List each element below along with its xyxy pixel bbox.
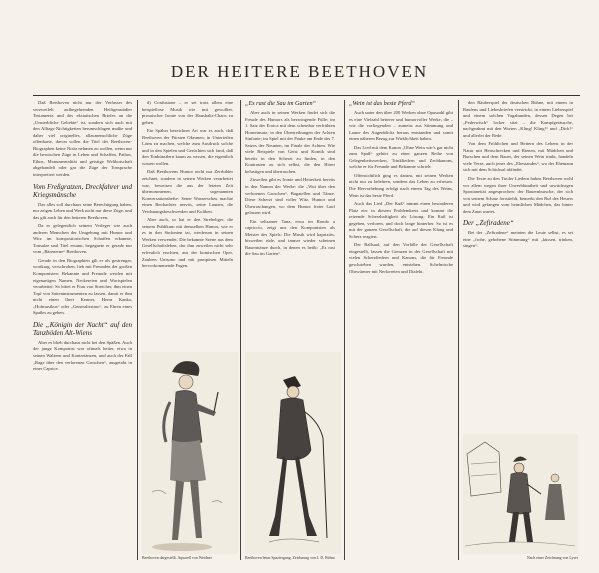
paragraph: Gerade in den Biographien gilt er als gestrenger, wortkarg, verschroben, lieb mit Freunden der großen Komponisten: Bekannte und Freunde werden mit eigenartigen Namen, Neckereien und Wortspielen verarbeitet. So bittet er Frau von Streicher, ihm einen Topf von Saiteninstrumenten zu lassen, damit er ihm nicht einen Ihrer Kenner, Herrn Kanka, „Hofmusikus“ oder „Generalissimo“, zu Ehren eines Spaßes zu geben. bbox=[33, 257, 132, 316]
paragraph: Ein seltsamer Tanz, etwa im Rondo a capriccio, zeigt uns den Komponisten als Meister des Spiels: Die Musik wird kapriziös, bisweilen rüde, und immer wieder scheinen Bauerntänze durch, in denen es heißt: „Es rast die Sau im Garten“. bbox=[245, 218, 335, 257]
text-column-3 bbox=[245, 100, 335, 350]
column-divider bbox=[137, 100, 138, 560]
beethoven-walking-illustration bbox=[245, 352, 341, 554]
paragraph: Zuweilen gibt es Ironie und Heiterkeit bereits in den Namen der Werke: die „Wut über den verlorenen Groschen“, Bagatellen und Tänze. Diese Scherzi sind voller Witz, Humor und Überraschungen, wo dem Humor freier Lauf gelassen wird. bbox=[245, 177, 335, 216]
illustration-caption: Beethoven beim Spaziergang. Zeichnung von J. D. Böhm bbox=[245, 556, 335, 560]
text-column-4 bbox=[349, 100, 453, 555]
paragraph: Aber auch in seinen Werken findet sich die Freude des Humors als bezwingende Fülle: im 1. Satz der Eroica mit dem scheinbar verfrühten Horneinsatz; in den Übertreibungen der Achten Sinfonie; im Spiel mit der Pauke am Ende des 7. Satzes der Neunten, im Finale der Achten. Wie viele Beispiele von Geist und Komik sind bereits in den Scherzi zu finden, in den Kontrasten zu sich selbst, die den Hörer belustigen und überraschen. bbox=[245, 110, 335, 174]
paragraph: Von dem Fröhlichen und Heitern des Lebens in der Natur mit Heuschrecken und Bienen, mit Mädchen und Burschen und dem Bauer, der seinen Wein trinkt, handeln viele Verse, auch jener des „Ehestandes“, wo der Ehemann sich mit dem Schicksal abfindet. bbox=[463, 141, 573, 173]
beethoven-watercolor-illustration bbox=[142, 352, 238, 554]
section-heading: Der „Zefiradene“ bbox=[463, 219, 514, 228]
paragraph: Ein Späher bezeichnet Art war es auch, daß Beethoven der Fürsten Okeanen, in Unterteilen Lärm zu machen, welche zum Ausdruck solche und in den Spielen und Gerüchten sich fand, daß den Tonkünstlern kaum zu wissen, die eigentlich wissen wollen. bbox=[142, 128, 233, 166]
walking-figure-icon bbox=[245, 352, 341, 554]
section-heading: Die „Königin der Nacht“ auf den Tanzböden Alt-Wiens bbox=[33, 320, 132, 337]
beethoven-figure-icon bbox=[142, 352, 238, 554]
sketch-figures-icon bbox=[463, 434, 578, 554]
text-column-1 bbox=[33, 100, 132, 375]
text-column-5 bbox=[463, 100, 573, 432]
paragraph: Offensichtlich ging es darum, mit seinen Werken nicht nur zu belehren, sondern das Leben zu erfreuen. Die Hervorhebung erfolgt nach einem Tag des Weins, Wein ist das beste Pferd. bbox=[349, 172, 453, 198]
paragraph: Aber auch, so hat er den Strebeliger, die seinem Publikum mit demselben Humor, wie er es in den Sinfonien tat, wiederum in seinen Werken verwendet. Die bekannte Szene aus dem Gesellschaftsleben, das ihm zuweilen nicht sehr erfreulich erschien, aus der komischen Oper, Zaubers Unisono und mit pompösen Mitteln hervorkommende Fugen. bbox=[142, 217, 233, 269]
paragraph: Daß Beethoven nicht nur der Verfasser des verzweifelt aufbegehrenden Heiligenstädter Testaments und des ekstatischen Briefes an die „Unsterbliche Geliebte“ ist, sondern sich auch mit den Alltags-Nichtigkeiten herumschlagen mußte und daher viel originelles, allzumenschliche Züge offenbarte, davon sollen die Titel der Beethoven-Biographen keine Notiz nehmen zu wollen, wenn nur die heroischen Züge in Leben und Schaffen, Pathos, Ethos, Monumentalität und geistige Weltbotschaft abgehandelt oder gar die Züge der Tonsprache interpretiert werden. bbox=[33, 100, 132, 178]
paragraph: Da er gelegentlich seinem Verleger wie auch anderen Menschen der Umgebung mit Humor und Witz im kompositorischen Schaffen erkannte, Tonsalze und Titel ersann, begegnete er gerade nur vom „Bärenerne“ Beethoven. bbox=[33, 223, 132, 255]
paragraph: Das Lied mit dem Kanon „Ohne Wein wär's gar nicht zum Spaß“ gehört zu einer ganzen Reihe von Gelegenheitswerken, Trinkliedern und Zechkanons, welche er für Freunde und Bekannte schrieb. bbox=[349, 144, 453, 170]
page-title: DER HEITERE BEETHOVEN bbox=[170, 62, 429, 81]
paragraph: Die Texte zu den Tiroler Liedern haben Beethoven wohl vor allem wegen ihrer Unverblümtheit und urwüchsigen Spontaneität angesprochen: der Bauernbursche, der sich von seinem Schatz fortstiehlt, bemerkt den Ruf des Heuers und wird gefangen vom heimlichen Mädchen, das hinter dem Zaun wartet. bbox=[463, 176, 573, 214]
title-divider bbox=[33, 95, 580, 96]
section-heading: „Es rast die Sau im Garten“ bbox=[245, 100, 316, 107]
paragraph: Das alles soll durchaus seine Berechtigung haben, nur zeigen Leben und Werk nicht nur diese Züge, und das gilt auch für den heiteren Beethoven. bbox=[33, 201, 132, 220]
column-divider bbox=[240, 100, 241, 560]
paragraph: Auch unter den über 200 Werken ohne Opuszahl gibt es eine Vielzahl heiterer und humorvoller Werke, die – wie die vorliegenden – zumeist aus Stimmung und Laune des Augenblicks heraus entstanden und somit einen näheren Bezug zur Wirklichkeit haben. bbox=[349, 110, 453, 142]
paragraph: Aber es blieb durchaus nicht bei den Späßen. Auch der junge Komponist war oftmals heiter, etwa in seinen Walzern und Kontretänzen, und auch der Fall „Rage über den verlorenen Groschen“, ausgetobt in einer Caprice. bbox=[33, 339, 132, 372]
paragraph: den Räuberspiel der deutschen Bühne, mit einem in Raufens und Liebesbriefen verstrickt, in einem Liebesspiel und einem solchen Vagabunden, dessen Degen bei „Federwisch“ locker sitzt – die Kampfgeräusche, nachgeahmt mit den Worten „Kling! Kling!“ und „Dick!“ und allerlei der Rede. bbox=[463, 100, 573, 138]
lyser-sketch-illustration bbox=[463, 434, 578, 554]
paragraph: Auch das Lied „Der Kuß“ nimmt einen besonderen Platz ein: in diesem Problemkreis und kommt die reizende Scherzhaftigkeit als Lösung: Ein Kuß ist gegeben, verloren, und doch lange hinterher. So ist es mit der ganzen Gesellschaft, die auf diesen Klang und Scherz reagiert. bbox=[349, 201, 453, 239]
paragraph: Der Ballsaal, auf den Vorfälle der Gesellschaft eingestellt, lassen die Grenzen in der Gesellschaft mit vielen Scherzliedern und Kanons, die für Freunde geschrieben wurden, entstehen. Schelmische Ohrwürmer mit Neckereien und Dialekt. bbox=[349, 242, 453, 274]
illustration-caption: Nach einer Zeichnung von Lyser bbox=[527, 556, 578, 560]
text-column-2 bbox=[142, 100, 233, 348]
paragraph: d) Confusione – er sei trotz allem eine beispiellose Musik wie mit gewollter, prosaischer Ironie von der Haushalts-Chaos zu geben. bbox=[142, 100, 233, 125]
illustration-caption: Beethoven dargestellt. Aquarell von Weidner bbox=[142, 556, 212, 560]
section-heading: „Wein ist das beste Pferd“ bbox=[349, 100, 415, 107]
section-heading: Vom Freßgratzen, Dreckfahrer und Kriegsmänsche bbox=[33, 182, 132, 199]
column-divider bbox=[458, 100, 459, 560]
paragraph: Bei der „Zefiradene“ meinten die Leute selbst, es sei eine „frohe, gehobene Stimmung“ mit „küssen, trinken, singen“. bbox=[463, 230, 573, 249]
paragraph: Daß Beethovens Humor nicht nur Zerrbilder zeichnet, sondern in seinen Werken verarbeitet war, beweisen die aus der letzten Zeit übernommenen, sogenannten Konversationshefte: Seine Wasserscheu machte einen Beobachter nervös, seine Launen, die Verdauungsbeschwerden und Koliken. bbox=[142, 169, 233, 214]
column-divider bbox=[344, 100, 345, 560]
